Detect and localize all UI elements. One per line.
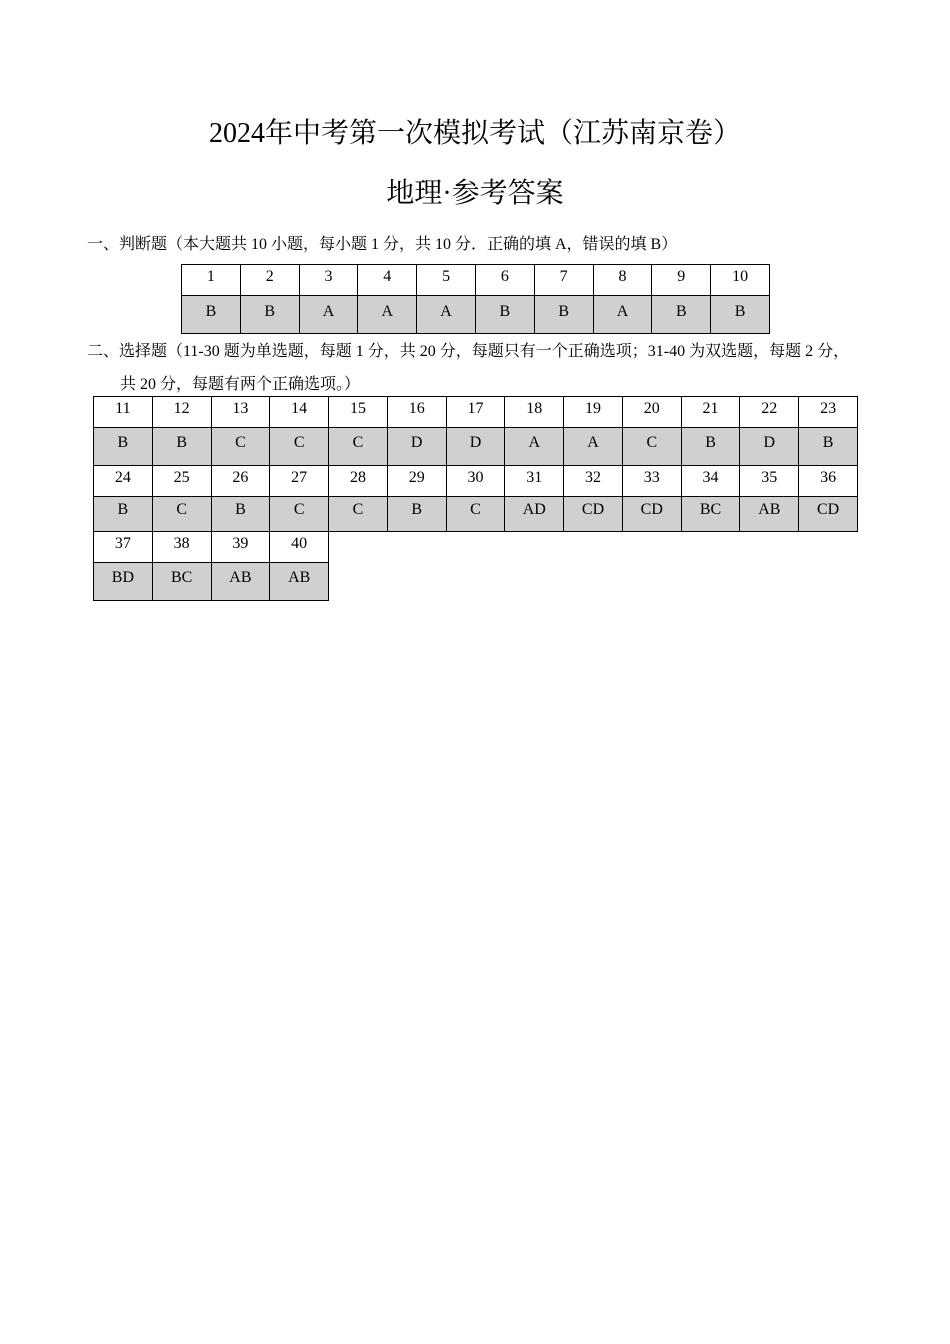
question-number: 16 <box>387 397 446 428</box>
answer-cell: CD <box>564 497 623 532</box>
question-number: 3 <box>299 265 358 296</box>
answer-cell: B <box>152 428 211 466</box>
answer-cell: B <box>652 296 711 334</box>
answer-cell: AD <box>505 497 564 532</box>
page-subtitle: 地理·参考答案 <box>386 178 564 209</box>
answer-cell: B <box>240 296 299 334</box>
answer-cell: D <box>740 428 799 466</box>
page-title: 2024年中考第一次模拟考试（江苏南京卷） <box>208 118 741 149</box>
answer-cell: CD <box>622 497 681 532</box>
question-number: 32 <box>564 466 623 497</box>
empty-cell <box>564 563 623 601</box>
answer-cell: B <box>94 497 153 532</box>
answer-cell: C <box>270 428 329 466</box>
empty-cell <box>681 563 740 601</box>
section2-heading-line1: 二、选择题（11-30 题为单选题，每题 1 分，共 20 分，每题只有一个正确选项；31-40 为双选题，每题 2 分， <box>87 343 850 360</box>
answer-cell: B <box>799 428 858 466</box>
question-number: 10 <box>711 265 770 296</box>
question-number: 2 <box>240 265 299 296</box>
empty-cell <box>446 563 505 601</box>
answer-cell: B <box>475 296 534 334</box>
answer-cell: B <box>387 497 446 532</box>
question-number: 15 <box>329 397 388 428</box>
empty-cell <box>799 563 858 601</box>
answer-cell: B <box>534 296 593 334</box>
section2-heading-line2: 共 20 分，每题有两个正确选项。） <box>120 376 361 393</box>
question-number: 6 <box>475 265 534 296</box>
answer-cell: C <box>622 428 681 466</box>
question-number: 38 <box>152 532 211 563</box>
question-number: 35 <box>740 466 799 497</box>
answer-cell: CD <box>799 497 858 532</box>
question-number: 5 <box>417 265 476 296</box>
empty-cell <box>387 532 446 563</box>
question-number: 13 <box>211 397 270 428</box>
question-number: 31 <box>505 466 564 497</box>
empty-cell <box>622 563 681 601</box>
answer-cell: B <box>681 428 740 466</box>
answer-cell: BC <box>152 563 211 601</box>
answer-row <box>94 497 858 532</box>
empty-cell <box>329 563 388 601</box>
question-number: 28 <box>329 466 388 497</box>
question-number: 17 <box>446 397 505 428</box>
question-number: 24 <box>94 466 153 497</box>
answer-cell: A <box>564 428 623 466</box>
answer-cell: AB <box>211 563 270 601</box>
empty-cell <box>505 532 564 563</box>
answer-cell: A <box>417 296 476 334</box>
empty-cell <box>681 532 740 563</box>
answer-cell: C <box>329 428 388 466</box>
question-number-row <box>94 532 858 563</box>
question-number: 8 <box>593 265 652 296</box>
question-number: 40 <box>270 532 329 563</box>
answer-cell: D <box>387 428 446 466</box>
answer-cell: B <box>94 428 153 466</box>
answer-cell: B <box>182 296 241 334</box>
empty-cell <box>329 532 388 563</box>
question-number: 34 <box>681 466 740 497</box>
question-number-row <box>94 466 858 497</box>
section1-answer-table <box>181 264 770 334</box>
section1-heading: 一、判断题（本大题共 10 小题，每小题 1 分，共 10 分．正确的填 A，错误的填 B） <box>87 236 678 253</box>
answer-cell: C <box>329 497 388 532</box>
question-number: 36 <box>799 466 858 497</box>
answer-row <box>94 428 858 466</box>
empty-cell <box>740 563 799 601</box>
question-number: 12 <box>152 397 211 428</box>
question-number: 20 <box>622 397 681 428</box>
answer-cell: B <box>711 296 770 334</box>
question-number: 37 <box>94 532 153 563</box>
question-number-row <box>182 265 770 296</box>
question-number: 27 <box>270 466 329 497</box>
section2-answer-table <box>93 396 858 601</box>
answer-row <box>94 563 858 601</box>
answer-cell: BC <box>681 497 740 532</box>
answer-cell: D <box>446 428 505 466</box>
answer-cell: C <box>152 497 211 532</box>
question-number-row <box>94 397 858 428</box>
answer-cell: A <box>505 428 564 466</box>
answer-cell: A <box>593 296 652 334</box>
answer-cell: C <box>211 428 270 466</box>
question-number: 14 <box>270 397 329 428</box>
question-number: 39 <box>211 532 270 563</box>
question-number: 26 <box>211 466 270 497</box>
question-number: 25 <box>152 466 211 497</box>
answer-cell: AB <box>740 497 799 532</box>
answer-cell: A <box>358 296 417 334</box>
empty-cell <box>446 532 505 563</box>
answer-row <box>182 296 770 334</box>
question-number: 22 <box>740 397 799 428</box>
answer-cell: BD <box>94 563 153 601</box>
question-number: 18 <box>505 397 564 428</box>
question-number: 7 <box>534 265 593 296</box>
answer-cell: C <box>270 497 329 532</box>
empty-cell <box>564 532 623 563</box>
section2-heading <box>87 335 887 401</box>
empty-cell <box>505 563 564 601</box>
question-number: 1 <box>182 265 241 296</box>
question-number: 9 <box>652 265 711 296</box>
question-number: 21 <box>681 397 740 428</box>
empty-cell <box>622 532 681 563</box>
answer-cell: A <box>299 296 358 334</box>
question-number: 11 <box>94 397 153 428</box>
question-number: 30 <box>446 466 505 497</box>
question-number: 19 <box>564 397 623 428</box>
empty-cell <box>799 532 858 563</box>
question-number: 29 <box>387 466 446 497</box>
empty-cell <box>387 563 446 601</box>
answer-cell: C <box>446 497 505 532</box>
question-number: 33 <box>622 466 681 497</box>
question-number: 23 <box>799 397 858 428</box>
answer-cell: B <box>211 497 270 532</box>
question-number: 4 <box>358 265 417 296</box>
empty-cell <box>740 532 799 563</box>
answer-cell: AB <box>270 563 329 601</box>
